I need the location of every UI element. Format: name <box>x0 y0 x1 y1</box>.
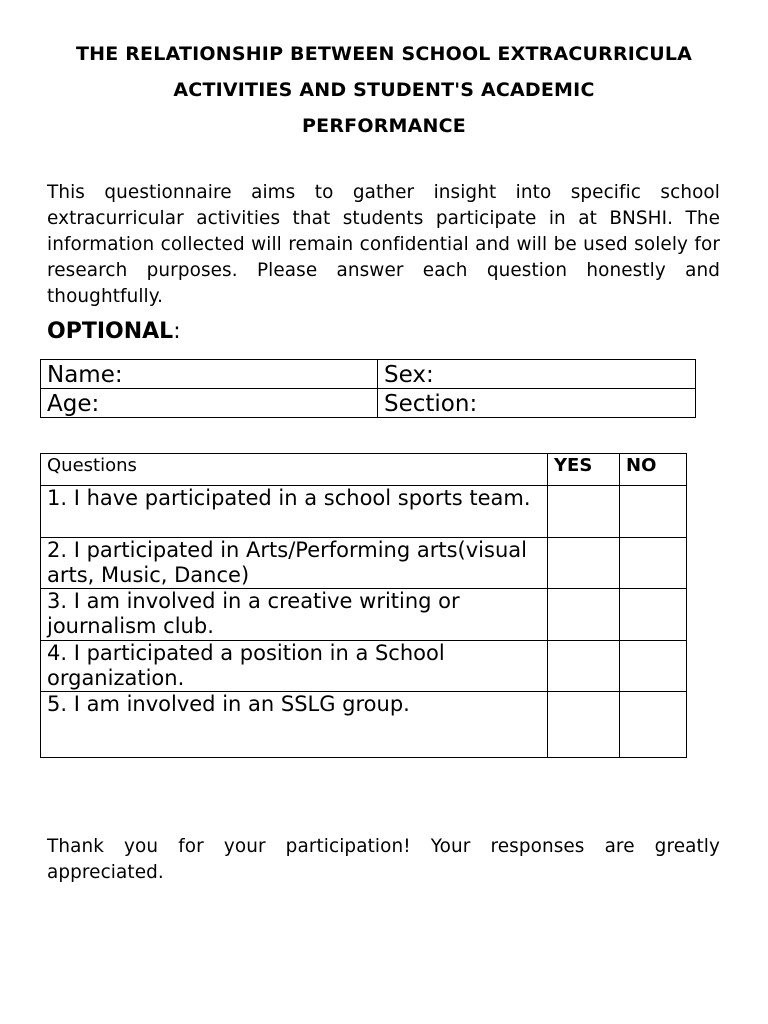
optional-colon: : <box>173 319 181 344</box>
yes-checkbox-cell[interactable] <box>548 589 620 641</box>
no-checkbox-cell[interactable] <box>620 641 687 692</box>
info-row <box>41 389 696 418</box>
no-checkbox-cell[interactable] <box>620 538 687 589</box>
no-checkbox-cell[interactable] <box>620 589 687 641</box>
questions-header: Questions <box>41 454 548 486</box>
intro-paragraph: This questionnaire aims to gather insight into specific school extracurricular activities that students participate in at BNSHI. The information collected will remain confidential and will be used solely for research purposes. Please answer each question honestly and thoughtfully. <box>47 182 720 307</box>
table-row <box>41 692 687 758</box>
no-header: NO <box>620 454 687 486</box>
question-text: 3. I am involved in a creative writing or journalism club. <box>41 589 548 641</box>
table-row <box>41 538 687 589</box>
no-checkbox-cell[interactable] <box>620 692 687 758</box>
yes-checkbox-cell[interactable] <box>548 692 620 758</box>
table-header-row <box>41 454 687 486</box>
respondent-info-table <box>40 359 696 418</box>
title-line-2: ACTIVITIES AND STUDENT'S ACADEMIC <box>173 79 595 101</box>
question-text: 1. I have participated in a school sports team. <box>41 486 548 538</box>
question-text: 2. I participated in Arts/Performing arts(visual arts, Music, Dance) <box>41 538 548 589</box>
yes-checkbox-cell[interactable] <box>548 538 620 589</box>
yes-header: YES <box>548 454 620 486</box>
title-line-1: THE RELATIONSHIP BETWEEN SCHOOL EXTRACURRICULA <box>75 43 693 65</box>
closing-paragraph: Thank you for your participation! Your responses are greatly appreciated. <box>47 836 720 883</box>
info-row <box>41 360 696 389</box>
age-field[interactable]: Age: <box>41 389 378 418</box>
table-row <box>41 589 687 641</box>
optional-heading <box>47 318 181 346</box>
questions-table <box>40 453 687 758</box>
name-field[interactable]: Name: <box>41 360 378 389</box>
title-line-3: PERFORMANCE <box>302 115 466 137</box>
section-field[interactable]: Section: <box>378 389 696 418</box>
yes-checkbox-cell[interactable] <box>548 486 620 538</box>
no-checkbox-cell[interactable] <box>620 486 687 538</box>
question-text: 4. I participated a position in a School organization. <box>41 641 548 692</box>
table-row <box>41 486 687 538</box>
yes-checkbox-cell[interactable] <box>548 641 620 692</box>
table-row <box>41 641 687 692</box>
question-text: 5. I am involved in an SSLG group. <box>41 692 548 758</box>
sex-field[interactable]: Sex: <box>378 360 696 389</box>
optional-label: OPTIONAL <box>47 319 174 344</box>
